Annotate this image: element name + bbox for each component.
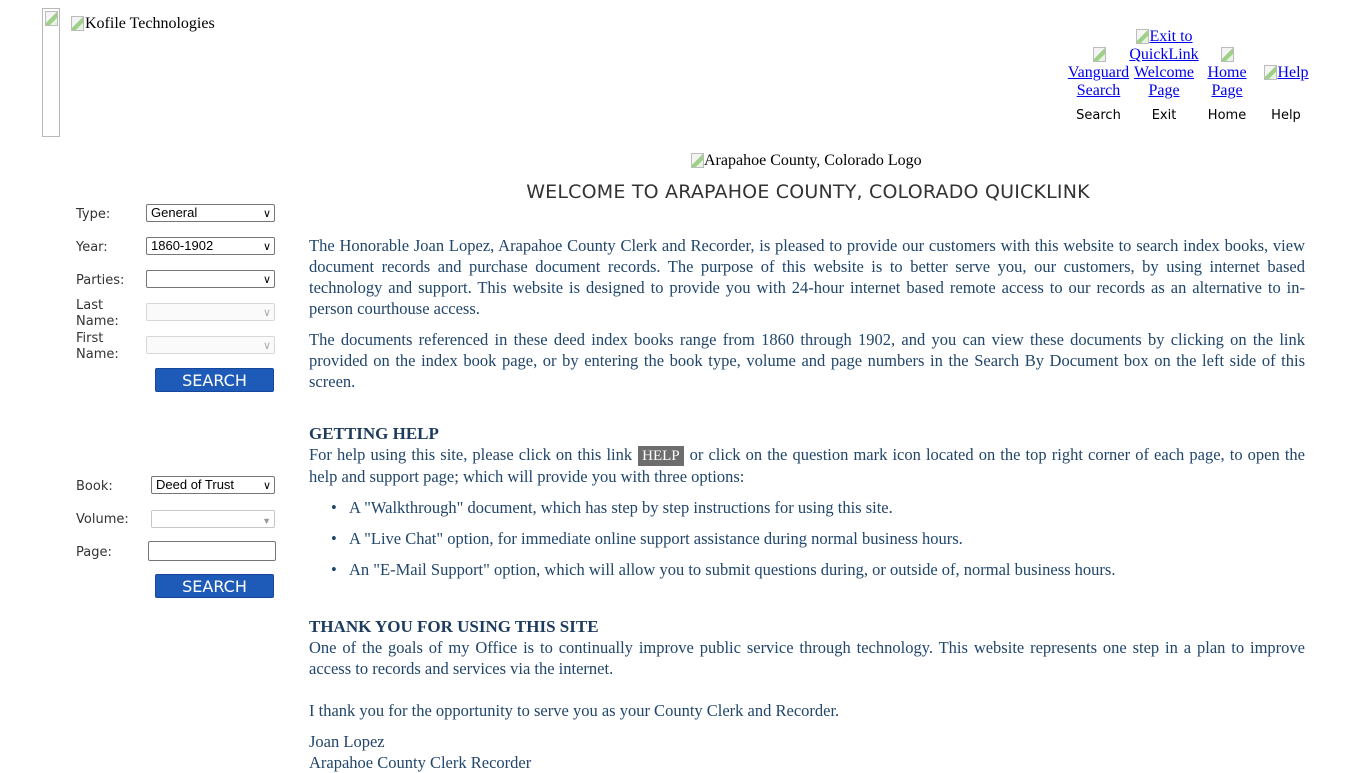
nav-help[interactable] [1259, 30, 1313, 123]
help-section [309, 423, 1305, 590]
first-name-select[interactable] [146, 336, 275, 354]
exit-icon [1135, 28, 1149, 44]
chevron-down-icon: ∨ [262, 241, 271, 253]
header-left-image [42, 8, 60, 137]
year-label: Year: [76, 240, 108, 255]
volume-select[interactable] [151, 510, 275, 528]
book-label: Book: [76, 479, 113, 494]
list-item: • An "E-Mail Support" option, which will allow you to submit questions during, or outside of, normal business hours. [309, 559, 1305, 580]
nav-help-caption: Help [1271, 108, 1301, 123]
caret-down-icon: ▼ [262, 516, 271, 526]
document-search-button[interactable]: SEARCH [155, 574, 274, 598]
help-heading: GETTING HELP [309, 424, 439, 443]
volume-label: Volume: [76, 512, 129, 527]
last-name-label: Last Name: [76, 298, 119, 329]
chevron-down-icon: ∨ [262, 307, 271, 319]
help-icon [1263, 64, 1277, 80]
list-item: • A "Live Chat" option, for immediate online support assistance during normal business hours. [309, 528, 1305, 549]
search-icon [1092, 46, 1106, 62]
chevron-down-icon: ∨ [262, 480, 271, 492]
kofile-logo-alt: Kofile Technologies [85, 15, 215, 32]
nav-search-caption: Search [1076, 108, 1121, 123]
nav-exit-caption: Exit [1151, 108, 1177, 123]
vanguard-search-link[interactable]: Vanguard Search [1068, 46, 1129, 100]
first-name-label: First Name: [76, 331, 119, 362]
type-select[interactable]: General ∨ [146, 204, 275, 222]
intro-section [309, 235, 1305, 392]
help-link-badge[interactable]: HELP [638, 446, 684, 466]
thanks-heading: THANK YOU FOR USING THIS SITE [309, 617, 599, 636]
book-select[interactable]: Deed of Trust ∨ [151, 476, 275, 494]
list-item: • A "Walkthrough" document, which has step by step instructions for using this site. [309, 497, 1305, 518]
nav-exit[interactable] [1129, 30, 1199, 123]
signature-name: Joan Lopez [309, 732, 385, 751]
type-label: Type: [76, 207, 111, 222]
chevron-down-icon: ∨ [262, 208, 271, 220]
home-link[interactable]: Home Page [1199, 46, 1255, 100]
exit-link[interactable]: Exit to QuickLink Welcome Page [1129, 28, 1199, 99]
home-icon [1220, 46, 1234, 62]
page-title: WELCOME TO ARAPAHOE COUNTY, COLORADO QUICKLINK [526, 181, 1090, 203]
thanks-section [309, 616, 1305, 773]
thanks-paragraph-1: One of the goals of my Office is to continually improve public service through technology. This website represents one step in a plan to improve access to records and services via the internet. [309, 638, 1305, 678]
top-nav [1068, 30, 1313, 123]
last-name-select[interactable] [146, 303, 275, 321]
help-paragraph: For help using this site, please click on this link HELP or click on the question mark icon located on the top right corner of each page, to open the help and support page; which will provide you with three options: [309, 445, 1305, 486]
nav-home-caption: Home [1207, 108, 1247, 123]
chevron-down-icon: ∨ [262, 340, 271, 352]
page-input[interactable] [148, 541, 276, 561]
kofile-logo[interactable] [70, 15, 215, 33]
intro-paragraph-1: The Honorable Joan Lopez, Arapahoe County Clerk and Recorder, is pleased to provide our customers with this website to search index books, view document records and purchase document records. The purpose of this website is to better serve you, our customers, by using internet based technology and support. This website is designed to provide you with 24-hour internet based remote access to our records as an alternative to in-person courthouse access. [309, 236, 1305, 318]
name-search-button[interactable]: SEARCH [155, 368, 274, 392]
nav-home[interactable] [1199, 30, 1255, 123]
nav-search[interactable] [1068, 30, 1129, 123]
help-options-list [309, 497, 1305, 580]
thanks-paragraph-2: I thank you for the opportunity to serve you as your County Clerk and Recorder. [309, 701, 840, 720]
county-logo: Arapahoe County, Colorado Logo [690, 152, 922, 170]
year-select[interactable]: 1860-1902 ∨ [146, 237, 275, 255]
signature-title: Arapahoe County Clerk Recorder [309, 753, 532, 772]
parties-select[interactable] [146, 270, 275, 288]
chevron-down-icon: ∨ [262, 274, 271, 286]
intro-paragraph-2: The documents referenced in these deed index books range from 1860 through 1902, and you can view these documents by clicking on the link provided on the index book page, or by entering the book type, volume and page numbers in the Search By Document box on the left side of this screen. [309, 330, 1305, 391]
parties-label: Parties: [76, 273, 125, 288]
help-link[interactable]: Help [1263, 64, 1308, 82]
broken-image-icon [70, 15, 84, 31]
page-label: Page: [76, 545, 112, 560]
broken-image-icon [690, 152, 704, 168]
broken-image-icon [44, 10, 58, 26]
